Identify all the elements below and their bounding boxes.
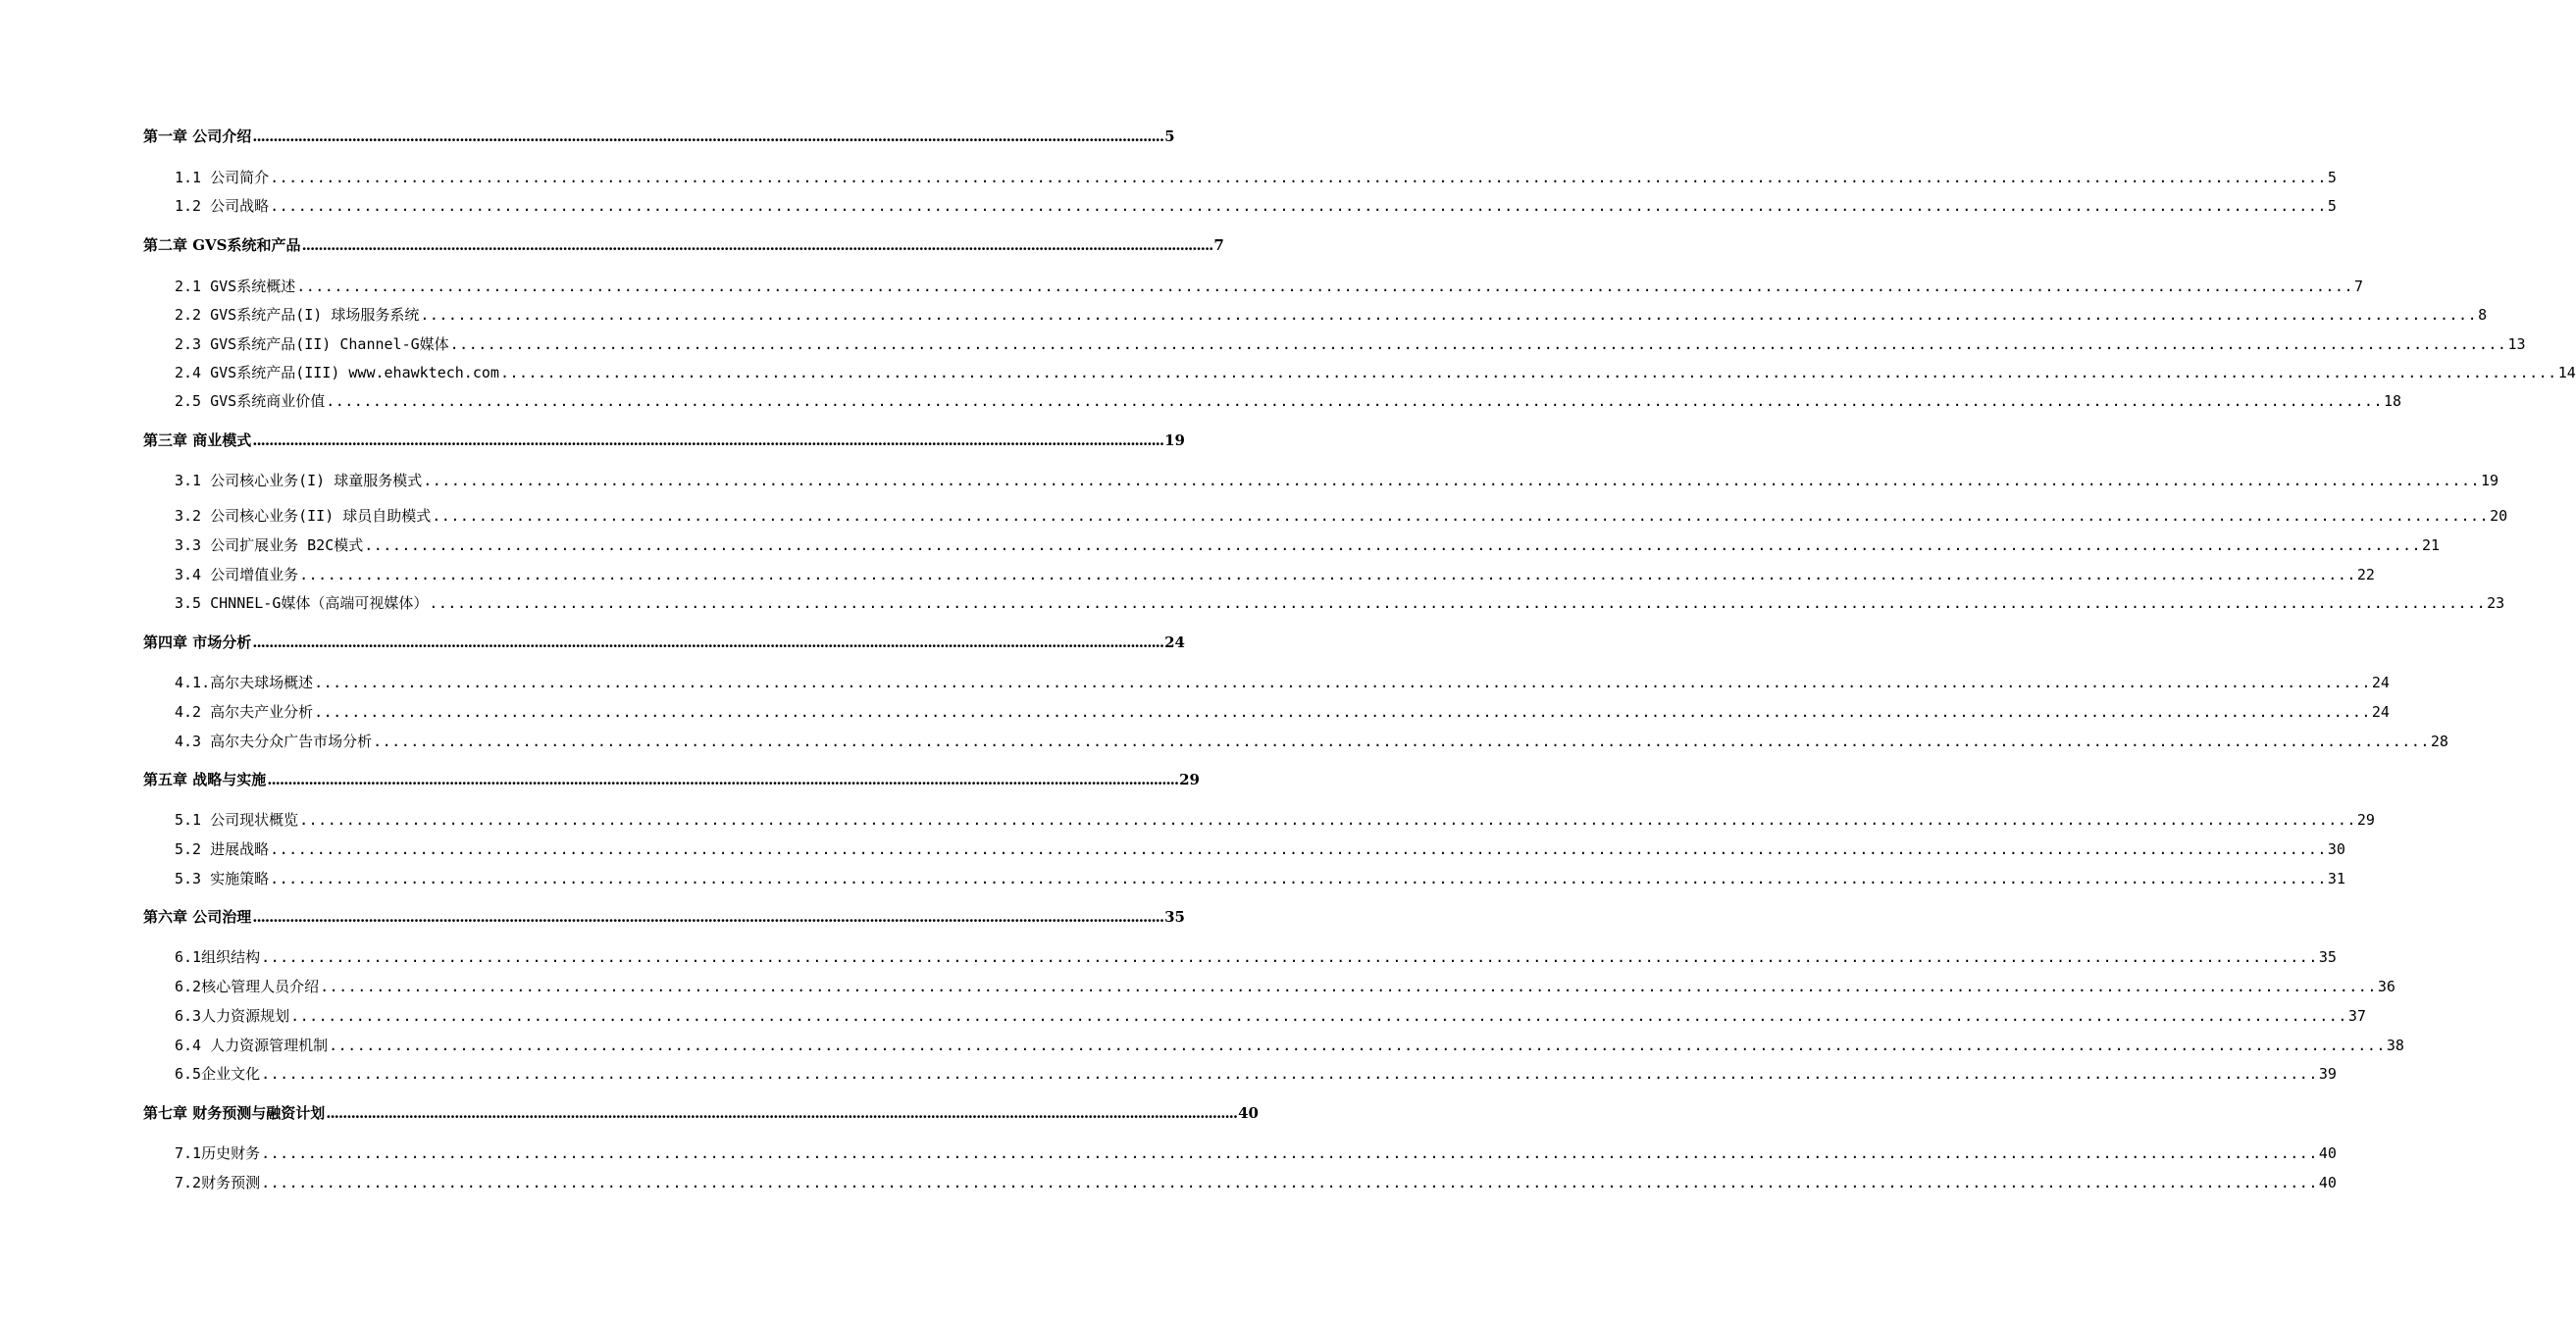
toc-section-entry[interactable] xyxy=(175,672,2390,692)
toc-page-number: 39 xyxy=(2318,1065,2337,1083)
toc-dot-leader: ............................................................................................................................................................................................................................ xyxy=(449,335,2507,353)
toc-page-number: 5 xyxy=(1164,127,1175,145)
toc-entry-label: 第六章 公司治理 xyxy=(143,908,252,926)
toc-chapter-entry[interactable] xyxy=(143,234,1224,255)
toc-entry-label: 3.4 公司增值业务 xyxy=(175,566,299,583)
toc-section-entry[interactable] xyxy=(175,1035,2404,1055)
toc-section-entry[interactable] xyxy=(175,167,2337,187)
toc-chapter-entry[interactable] xyxy=(143,1102,1259,1123)
toc-entry-label: 3.2 公司核心业务(II) 球员自助模式 xyxy=(175,507,432,525)
toc-section-entry[interactable] xyxy=(175,564,2375,584)
toc-section-entry[interactable] xyxy=(175,731,2448,751)
toc-page-number: 24 xyxy=(2371,674,2390,691)
toc-dot-leader: ............................................................................................................................................................................................................................ xyxy=(423,472,2481,489)
toc-entry-label: 6.2核心管理人员介绍 xyxy=(175,978,320,995)
toc-page-number: 8 xyxy=(2478,306,2488,324)
toc-page-number: 22 xyxy=(2356,566,2375,583)
toc-entry-label: 6.1组织结构 xyxy=(175,948,261,966)
toc-page-number: 40 xyxy=(1238,1104,1259,1122)
toc-dot-leader: ............................................................................................................................................................................................................................ xyxy=(261,1174,2318,1191)
toc-entry-label: 第四章 市场分析 xyxy=(143,634,252,651)
toc-page-number: 21 xyxy=(2422,536,2441,554)
toc-page-number: 30 xyxy=(2327,840,2345,858)
toc-dot-leader: ............................................................................................................................................................................................................................ xyxy=(270,197,2327,215)
toc-dot-leader: ............................................................................................................................................................................................................................ xyxy=(314,674,2371,691)
toc-page-number: 35 xyxy=(2318,948,2337,966)
toc-dot-leader: ............................................................................................................................................................................................................................ xyxy=(373,733,2430,750)
toc-entry-label: 3.1 公司核心业务(I) 球童服务模式 xyxy=(175,472,423,489)
toc-section-entry[interactable] xyxy=(175,362,2576,382)
toc-entry-label: 2.2 GVS系统产品(I) 球场服务系统 xyxy=(175,306,420,324)
toc-page-number: 36 xyxy=(2377,978,2396,995)
toc-section-entry[interactable] xyxy=(175,868,2345,888)
toc-entry-label: 6.3人力资源规划 xyxy=(175,1007,290,1025)
toc-entry-label: 第七章 财务预测与融资计划 xyxy=(143,1104,326,1122)
toc-section-entry[interactable] xyxy=(175,195,2337,216)
toc-entry-label: 4.1.高尔夫球场概述 xyxy=(175,674,314,691)
toc-page-number: 29 xyxy=(2356,811,2375,829)
toc-dot-leader: ............................................................................................................................................................................................................................ xyxy=(296,278,2353,295)
toc-entry-label: 第二章 GVS系统和产品 xyxy=(143,236,301,254)
toc-dot-leader: ............................................................................................................................................................................................................................ xyxy=(270,870,2327,887)
toc-entry-label: 6.4 人力资源管理机制 xyxy=(175,1037,329,1054)
toc-entry-label: 3.3 公司扩展业务 B2C模式 xyxy=(175,536,364,554)
toc-chapter-entry[interactable] xyxy=(143,906,1185,927)
toc-entry-label: 4.3 高尔夫分众广告市场分析 xyxy=(175,733,373,750)
toc-chapter-entry[interactable] xyxy=(143,769,1200,789)
toc-page-number: 14 xyxy=(2557,364,2576,381)
toc-page-number: 20 xyxy=(2490,507,2508,525)
toc-dot-leader: ............................................................................................................................................................................................................................ xyxy=(261,1144,2318,1162)
toc-dot-leader: ............................................................................................................................................................................................................................ xyxy=(364,536,2422,554)
toc-page-number: 7 xyxy=(1213,236,1224,254)
toc-page-number: 19 xyxy=(2481,472,2499,489)
toc-section-entry[interactable] xyxy=(175,838,2345,859)
toc-page-number: 23 xyxy=(2487,594,2505,612)
toc-entry-label: 7.1历史财务 xyxy=(175,1144,261,1162)
toc-chapter-entry[interactable] xyxy=(143,126,1175,146)
toc-entry-label: 5.2 进展战略 xyxy=(175,840,270,858)
toc-entry-label: 第一章 公司介绍 xyxy=(143,127,252,145)
toc-section-entry[interactable] xyxy=(175,333,2526,354)
toc-page-number: 13 xyxy=(2507,335,2526,353)
toc-section-entry[interactable] xyxy=(175,809,2375,830)
toc-dot-leader: ............................................................................................................................................................................................................................ xyxy=(299,811,2356,829)
toc-dot-leader: ............................................................................................................................................................................................................................ xyxy=(270,169,2327,186)
toc-section-entry[interactable] xyxy=(175,592,2505,613)
toc-dot-leader: ............................................................................................................................................................................................................................ xyxy=(326,1104,1238,1122)
toc-dot-leader: ............................................................................................................................................................................................................................ xyxy=(252,431,1164,449)
toc-dot-leader: ............................................................................................................................................................................................................................ xyxy=(261,948,2318,966)
toc-page-number: 38 xyxy=(2386,1037,2404,1054)
toc-dot-leader: ............................................................................................................................................................................................................................ xyxy=(420,306,2478,324)
toc-page-number: 24 xyxy=(2371,703,2390,721)
toc-page-number: 40 xyxy=(2318,1174,2337,1191)
toc-section-entry[interactable] xyxy=(175,701,2390,722)
toc-page-number: 31 xyxy=(2327,870,2345,887)
toc-dot-leader: ............................................................................................................................................................................................................................ xyxy=(320,978,2377,995)
toc-section-entry[interactable] xyxy=(175,505,2508,526)
toc-entry-label: 7.2财务预测 xyxy=(175,1174,261,1191)
toc-entry-label: 第五章 战略与实施 xyxy=(143,771,267,788)
toc-section-entry[interactable] xyxy=(175,1063,2337,1084)
toc-entry-label: 1.2 公司战略 xyxy=(175,197,270,215)
toc-page-number: 5 xyxy=(2327,197,2337,215)
toc-dot-leader: ............................................................................................................................................................................................................................ xyxy=(301,236,1213,254)
toc-dot-leader: ............................................................................................................................................................................................................................ xyxy=(329,1037,2386,1054)
toc-dot-leader: ............................................................................................................................................................................................................................ xyxy=(326,392,2383,410)
toc-dot-leader: ............................................................................................................................................................................................................................ xyxy=(252,908,1164,926)
toc-dot-leader: ............................................................................................................................................................................................................................ xyxy=(252,634,1164,651)
toc-section-entry[interactable] xyxy=(175,1142,2337,1163)
toc-entry-label: 1.1 公司简介 xyxy=(175,169,270,186)
toc-entry-label: 5.3 实施策略 xyxy=(175,870,270,887)
toc-dot-leader: ............................................................................................................................................................................................................................ xyxy=(290,1007,2347,1025)
toc-dot-leader: ............................................................................................................................................................................................................................ xyxy=(429,594,2487,612)
toc-dot-leader: ............................................................................................................................................................................................................................ xyxy=(432,507,2490,525)
toc-page-number: 5 xyxy=(2327,169,2337,186)
toc-dot-leader: ............................................................................................................................................................................................................................ xyxy=(299,566,2356,583)
toc-section-entry[interactable] xyxy=(175,946,2337,967)
toc-chapter-entry[interactable] xyxy=(143,430,1185,450)
toc-entry-label: 2.1 GVS系统概述 xyxy=(175,278,296,295)
toc-entry-label: 6.5企业文化 xyxy=(175,1065,261,1083)
toc-entry-label: 第三章 商业模式 xyxy=(143,431,252,449)
toc-entry-label: 2.4 GVS系统产品(III) www.ehawktech.com xyxy=(175,364,499,381)
toc-dot-leader: ............................................................................................................................................................................................................................ xyxy=(270,840,2327,858)
toc-page-number: 40 xyxy=(2318,1144,2337,1162)
toc-section-entry[interactable] xyxy=(175,470,2499,490)
toc-page-number: 19 xyxy=(1164,431,1185,449)
toc-entry-label: 3.5 CHNNEL-G媒体（高端可视媒体） xyxy=(175,594,429,612)
toc-section-entry[interactable] xyxy=(175,1005,2366,1026)
toc-entry-label: 5.1 公司现状概览 xyxy=(175,811,299,829)
toc-section-entry[interactable] xyxy=(175,276,2364,296)
toc-page-number: 28 xyxy=(2430,733,2448,750)
toc-section-entry[interactable] xyxy=(175,1172,2337,1192)
toc-dot-leader: ............................................................................................................................................................................................................................ xyxy=(499,364,2557,381)
toc-page-number: 18 xyxy=(2384,392,2402,410)
toc-page-number: 24 xyxy=(1164,634,1185,651)
toc-chapter-entry[interactable] xyxy=(143,632,1185,652)
toc-dot-leader: ............................................................................................................................................................................................................................ xyxy=(261,1065,2318,1083)
toc-dot-leader: ............................................................................................................................................................................................................................ xyxy=(314,703,2371,721)
toc-page-number: 37 xyxy=(2347,1007,2366,1025)
toc-section-entry[interactable] xyxy=(175,390,2402,411)
toc-page-number: 29 xyxy=(1179,771,1200,788)
toc-dot-leader: ............................................................................................................................................................................................................................ xyxy=(267,771,1179,788)
toc-section-entry[interactable] xyxy=(175,976,2396,996)
toc-entry-label: 2.5 GVS系统商业价值 xyxy=(175,392,326,410)
toc-entry-label: 2.3 GVS系统产品(II) Channel-G媒体 xyxy=(175,335,449,353)
toc-section-entry[interactable] xyxy=(175,534,2441,555)
toc-section-entry[interactable] xyxy=(175,304,2488,325)
toc-page-number: 35 xyxy=(1164,908,1185,926)
toc-dot-leader: ............................................................................................................................................................................................................................ xyxy=(252,127,1164,145)
toc-page-number: 7 xyxy=(2354,278,2364,295)
toc-entry-label: 4.2 高尔夫产业分析 xyxy=(175,703,314,721)
